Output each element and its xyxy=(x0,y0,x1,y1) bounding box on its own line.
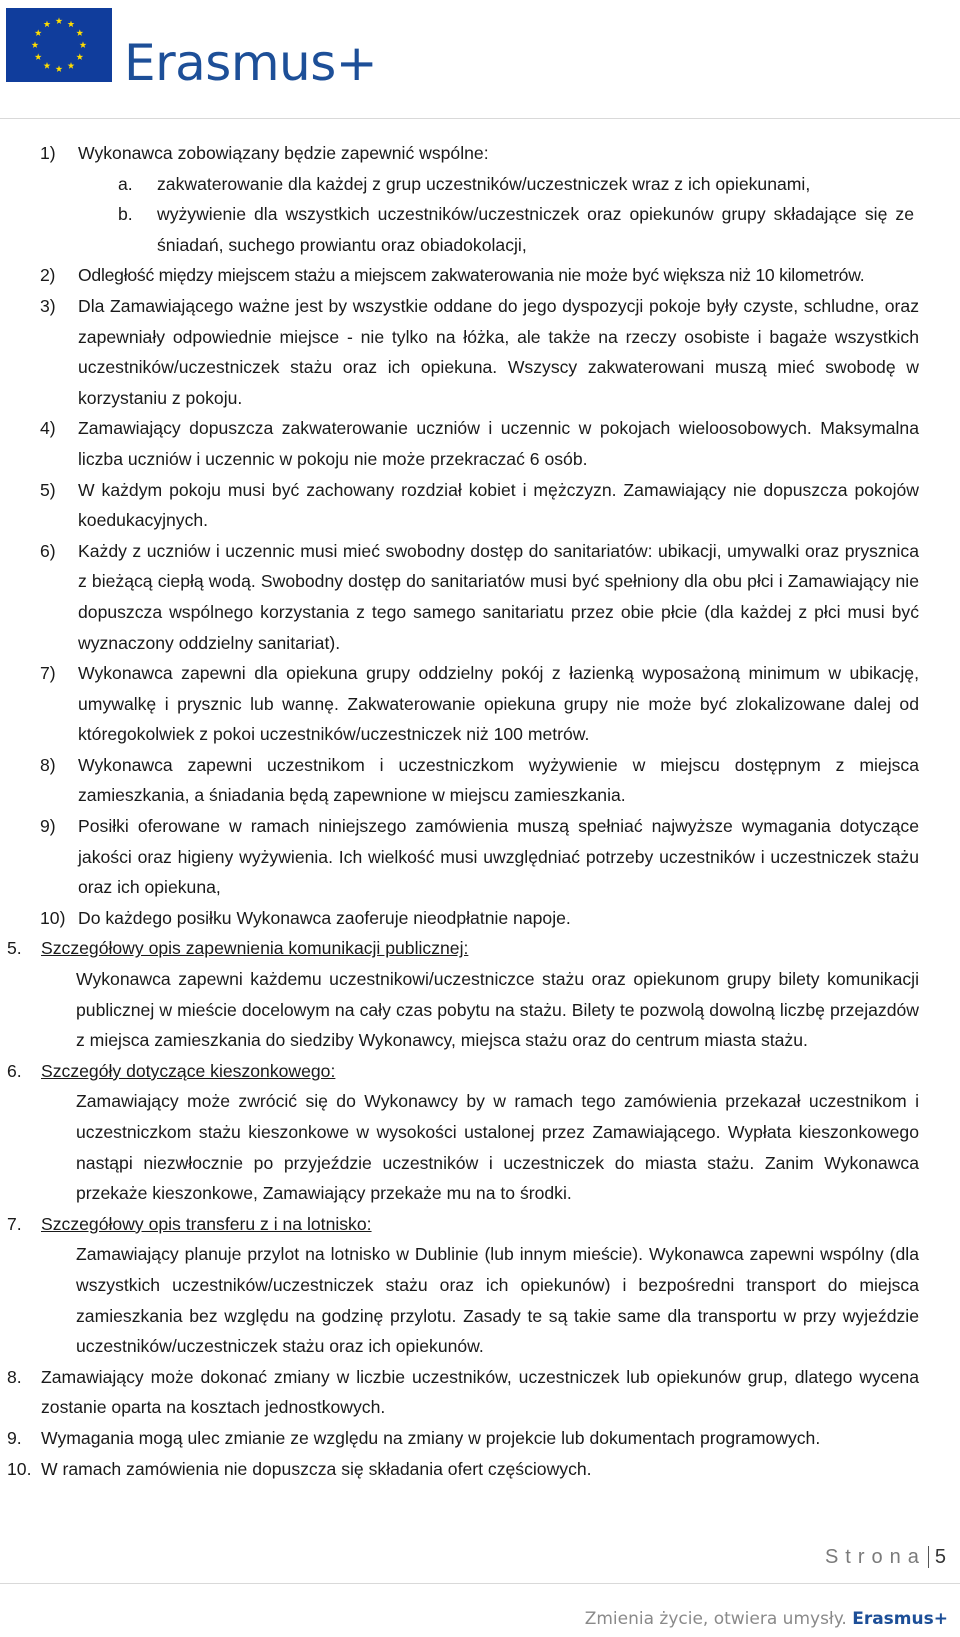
list-item-number: 9) xyxy=(40,816,56,837)
footer-slogan: Zmienia życie, otwiera umysły. xyxy=(584,1609,847,1629)
page-number-value: 5 xyxy=(928,1546,946,1568)
section-item xyxy=(0,1423,960,1454)
list-item-text: Wykonawca zapewni dla opiekuna grupy oddzielny pokój z łazienką wyposażoną minimum w ubikację, umywalkę i prysznic lub wannę. Zakwaterowanie opiekuna grupy nie może być zlokalizowane dalej od któregokolwiek z pokoi uczestników/uczestniczek niż 100 metrów. xyxy=(78,663,919,745)
eu-flag-logo xyxy=(6,8,112,82)
page-label: Strona xyxy=(824,1546,926,1568)
section-heading xyxy=(0,933,960,964)
list-item-text: wyżywienie dla wszystkich uczestników/uczestniczek oraz opiekunów grupy składające się ze śniadań, suchego prowiantu oraz obiadokolacji, xyxy=(157,204,914,255)
list-item-number: 3) xyxy=(40,295,56,316)
eu-star-icon xyxy=(68,21,75,28)
list-item-text: Wykonawca zapewni uczestnikom i uczestniczkom wyżywienie w miejscu dostępnym z miejsca zamieszkania, a śniadania będą zapewnione w miejscu zamieszkania. xyxy=(78,754,919,806)
eu-star-icon xyxy=(35,53,42,60)
list-item-letter: a. xyxy=(118,173,133,194)
section-text: Zamawiający planuje przylot na lotnisko w Dublinie (lub innym mieście). Wykonawca zapewni wspólny (dla wszystkich uczestników/uczestniczek stażu oraz ich opiekunów) i bezpośredni transport do miejsca zamieszkania bez względu na godzinę przylotu. Zasady te są takie same dla transportu w przy wyjeździe uczestników/uczestniczek stażu oraz ich opiekunów. xyxy=(76,1244,919,1357)
page-header xyxy=(0,0,960,118)
list-item-number: 8) xyxy=(40,754,56,775)
eu-star-icon xyxy=(80,41,87,48)
section-heading xyxy=(0,1209,960,1240)
eu-star-icon xyxy=(56,17,63,24)
section-title: Szczegółowy opis zapewnienia komunikacji publicznej: xyxy=(41,938,469,959)
list-item xyxy=(0,138,960,169)
list-item xyxy=(0,750,960,811)
list-item-number: 7) xyxy=(40,663,56,684)
eu-star-icon xyxy=(32,41,39,48)
list-item xyxy=(0,260,960,291)
eu-star-icon xyxy=(56,65,63,72)
list-item xyxy=(0,536,960,658)
list-item xyxy=(0,291,960,413)
header-divider xyxy=(0,118,960,119)
section-text: Wykonawca zapewni każdemu uczestnikowi/uczestniczce stażu oraz opiekunom grupy bilety komunikacji publicznej w mieście docelowym na cały czas pobytu na stażu. Bilety te pozwolą dowolną liczbę przejazdów z miejsca zamieszkania do siedziby Wykonawcy, miejsca stażu oraz do centrum miasta stażu. xyxy=(76,969,919,1051)
section-number: 5. xyxy=(7,938,22,959)
list-item-text: Posiłki oferowane w ramach niniejszego zamówienia muszą spełniać najwyższe wymagania dotyczące jakości oraz higieny wyżywienia. Ich wielkość musi uwzględniać potrzeby uczestników i uczestniczek stażu oraz ich opiekuna, xyxy=(78,816,919,898)
section-number: 6. xyxy=(7,1060,22,1081)
list-item-text: Dla Zamawiającego ważne jest by wszystkie oddane do jego dyspozycji pokoje były czyste, schludne, oraz zapewniały odpowiednie miejsce - nie tylko na łóżka, ale także na rzeczy osobiste i bagaże wszystkich uczestników/uczestniczek stażu oraz ich opiekuna. Wszyscy zakwaterowani muszą mieć swobodę w korzystaniu z pokoju. xyxy=(78,295,919,408)
list-item xyxy=(0,811,960,903)
section-title: Szczegóły dotyczące kieszonkowego: xyxy=(41,1060,336,1081)
list-item-text: Odległość między miejscem stażu a miejscem zakwaterowania nie może być większa niż 10 kilometrów. xyxy=(78,265,865,286)
section-text: Zamawiający może dokonać zmiany w liczbie uczestników, uczestniczek lub opiekunów grup, dlatego wycena zostanie oparta na kosztach jednostkowych. xyxy=(41,1366,919,1418)
list-item xyxy=(0,475,960,536)
eu-star-icon xyxy=(68,62,75,69)
list-item xyxy=(0,199,960,260)
eu-star-icon xyxy=(76,29,83,36)
list-item xyxy=(0,903,960,934)
section-body xyxy=(0,1239,960,1361)
list-item-number: 10) xyxy=(40,907,66,928)
list-item-text: Do każdego posiłku Wykonawca zaoferuje nieodpłatnie napoje. xyxy=(78,907,571,928)
eu-flag-stars-icon xyxy=(6,8,112,82)
list-item-number: 6) xyxy=(40,540,56,561)
section-item xyxy=(0,1454,960,1485)
list-item-number: 2) xyxy=(40,265,56,286)
section-body xyxy=(0,964,960,1056)
document-body xyxy=(0,138,960,1484)
section-title: Szczegółowy opis transferu z i na lotnisko: xyxy=(41,1213,372,1234)
section-text: W ramach zamówienia nie dopuszcza się składania ofert częściowych. xyxy=(41,1458,592,1479)
footer-divider xyxy=(0,1583,960,1584)
section-number: 10. xyxy=(7,1458,32,1479)
section-heading xyxy=(0,1056,960,1087)
list-item-text: zakwaterowanie dla każdej z grup uczestników/uczestniczek wraz z ich opiekunami, xyxy=(157,173,811,194)
page-footer xyxy=(585,1606,948,1632)
section-number: 7. xyxy=(7,1213,22,1234)
section-number: 8. xyxy=(7,1366,22,1387)
section-text: Wymagania mogą ulec zmianie ze względu na zmiany w projekcie lub dokumentach programowych. xyxy=(41,1427,821,1448)
list-item-number: 4) xyxy=(40,418,56,439)
section-item xyxy=(0,1362,960,1423)
eu-star-icon xyxy=(35,29,42,36)
footer-brand: Erasmus+ xyxy=(852,1609,948,1629)
section-text: Zamawiający może zwrócić się do Wykonawcy by w ramach tego zamówienia przekazał uczestnikom i uczestniczkom stażu kieszonkowe w wysokości ustalonej przez Zamawiającego. Wypłata kieszonkowego nastąpi niezwłocznie po przyjeździe uczestników i uczestniczek do miasta stażu. Zanim Wykonawca przekaże kieszonkowe, Zamawiający przekaże mu na to środki. xyxy=(76,1091,919,1204)
list-item-letter: b. xyxy=(118,204,133,225)
list-item-text: Wykonawca zobowiązany będzie zapewnić wspólne: xyxy=(78,143,489,163)
list-item xyxy=(0,169,960,200)
section-number: 9. xyxy=(7,1427,22,1448)
list-item xyxy=(0,413,960,474)
list-item-text: W każdym pokoju musi być zachowany rozdział kobiet i mężczyzn. Zamawiający nie dopuszcza pokojów koedukacyjnych. xyxy=(78,479,919,531)
page-number xyxy=(825,1543,946,1571)
erasmus-logo-text: Erasmus+ xyxy=(124,34,378,92)
list-item-number: 1) xyxy=(40,143,56,163)
list-item xyxy=(0,658,960,750)
list-item-number: 5) xyxy=(40,479,56,500)
eu-star-icon xyxy=(44,21,51,28)
eu-star-icon xyxy=(76,53,83,60)
eu-star-icon xyxy=(44,62,51,69)
list-item-text: Zamawiający dopuszcza zakwaterowanie uczniów i uczennic w pokojach wieloosobowych. Maksymalna liczba uczniów i uczennic w pokoju nie może przekraczać 6 osób. xyxy=(78,418,919,469)
section-body xyxy=(0,1086,960,1208)
list-item-text: Każdy z uczniów i uczennic musi mieć swobodny dostęp do sanitariatów: ubikacji, umywalki oraz prysznica z bieżącą ciepłą wodą. Swobodny dostęp do sanitariatów musi być spełniony dla obu płci i Zamawiający nie dopuszcza wspólnego korzystania z tego samego sanitariatu przez obie płcie (dla każdej z płci musi być wyznaczony oddzielny sanitariat). xyxy=(78,540,919,653)
